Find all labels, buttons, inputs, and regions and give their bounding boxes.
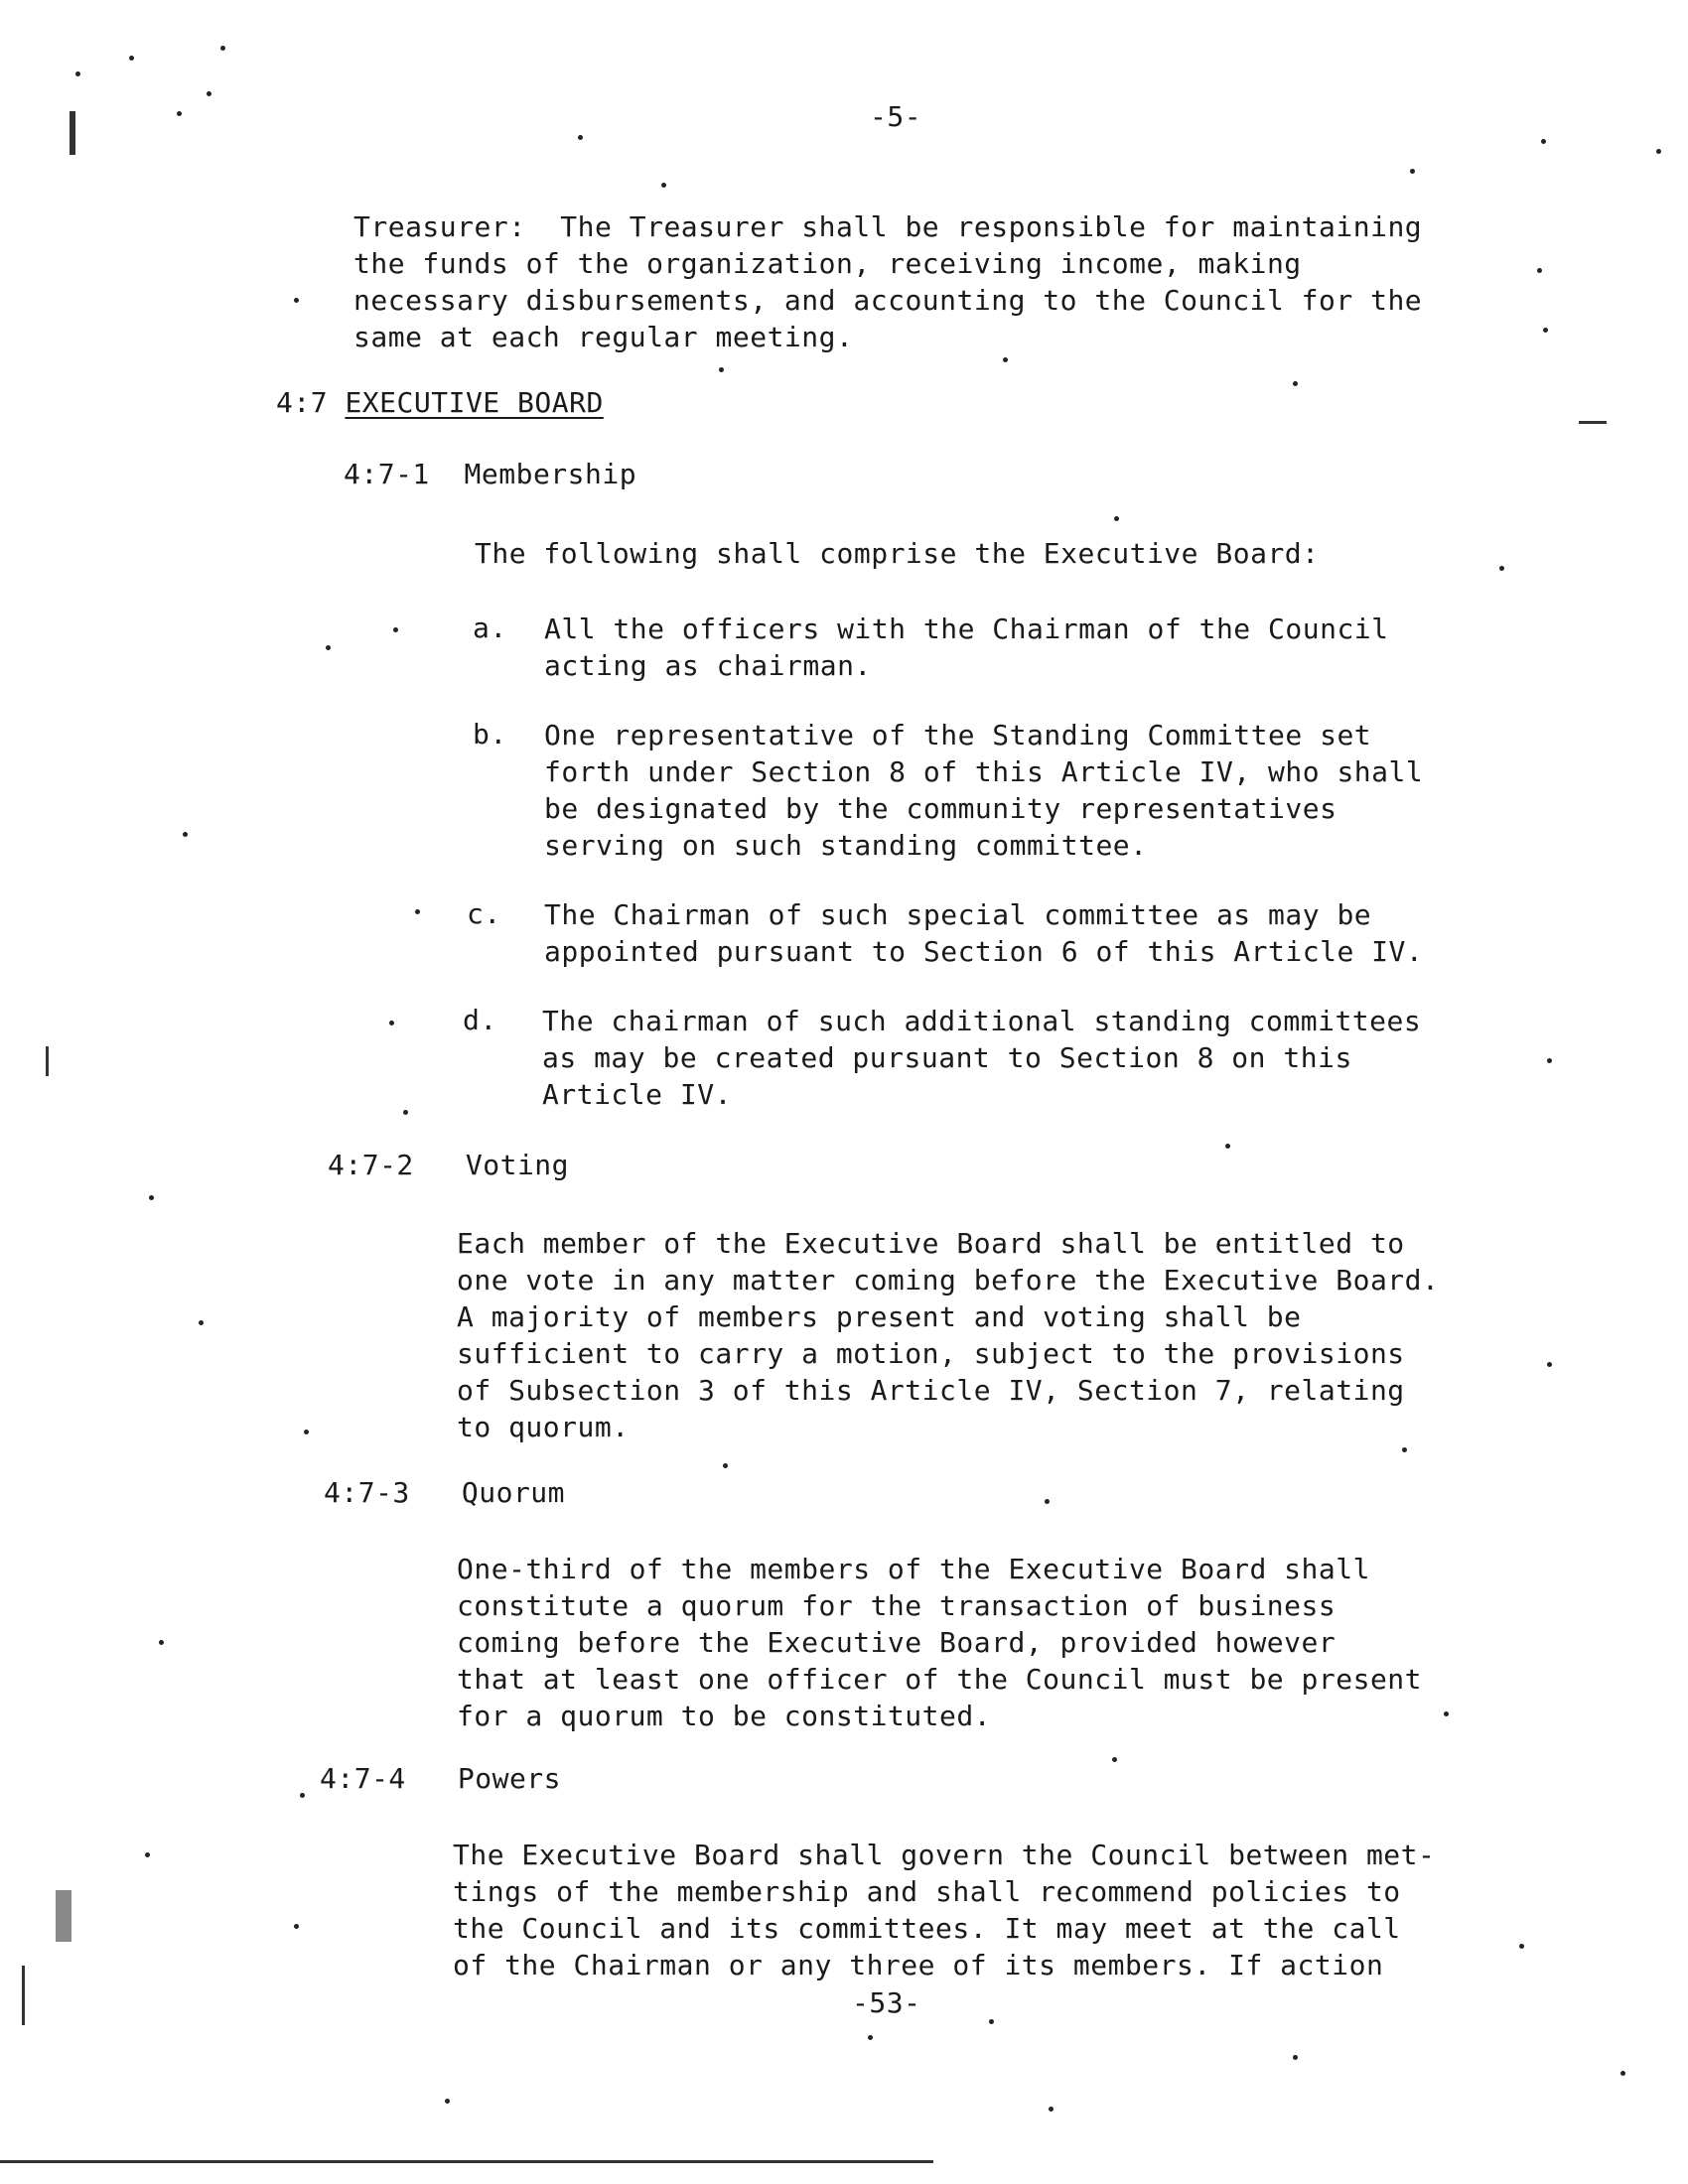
scan-speck xyxy=(1543,328,1548,333)
list-letter: d. xyxy=(463,1004,497,1036)
scan-speck xyxy=(719,367,724,372)
scan-speck xyxy=(1402,1447,1407,1452)
scan-speck xyxy=(1114,516,1119,521)
subsection-number: 4:7-2 xyxy=(328,1149,414,1181)
scan-speck xyxy=(389,1021,394,1025)
scan-speck xyxy=(145,1852,150,1857)
voting-line: of Subsection 3 of this Article IV, Section 7, relating xyxy=(457,1374,1405,1407)
scan-speck xyxy=(294,298,299,303)
scan-speck xyxy=(159,1640,164,1645)
scan-speck xyxy=(129,56,134,61)
treasurer-line: The Treasurer shall be responsible for maintaining xyxy=(560,210,1423,243)
list-letter: a. xyxy=(473,612,507,644)
scan-speck xyxy=(1293,381,1298,386)
scan-speck xyxy=(199,1320,204,1325)
section-heading xyxy=(276,385,604,421)
scan-speck xyxy=(149,1195,154,1200)
list-item-line: One representative of the Standing Committee set xyxy=(544,719,1372,751)
list-item-line: acting as chairman. xyxy=(544,649,872,682)
subsection-heading-membership xyxy=(344,457,636,492)
list-item-line: be designated by the community representatives xyxy=(544,792,1337,825)
quorum-line: constitute a quorum for the transaction of business xyxy=(457,1589,1336,1622)
list-item-line: The Chairman of such special committee as may be xyxy=(544,898,1372,931)
binder-mark xyxy=(70,111,75,155)
scan-speck xyxy=(1410,169,1415,174)
list-item-line: All the officers with the Chairman of the Council xyxy=(544,613,1389,645)
scan-speck xyxy=(723,1463,728,1468)
scan-speck xyxy=(445,2099,450,2104)
powers-line: of the Chairman or any three of its members. If action xyxy=(453,1949,1384,1981)
subsection-heading-voting xyxy=(328,1148,569,1183)
list-letter: b. xyxy=(473,718,507,751)
scan-speck xyxy=(415,909,420,914)
page-number-bottom: -53- xyxy=(852,1986,921,2019)
subsection-title: Membership xyxy=(464,458,637,490)
scan-speck xyxy=(661,183,666,188)
scan-speck xyxy=(1541,139,1546,144)
scan-speck xyxy=(1499,566,1504,571)
scan-speck xyxy=(1547,1058,1552,1063)
list-item-line: forth under Section 8 of this Article IV, who shall xyxy=(544,755,1424,788)
powers-line: The Executive Board shall govern the Council between met- xyxy=(453,1839,1436,1871)
scan-dash xyxy=(1579,421,1607,424)
list-item-b xyxy=(544,717,1423,864)
section-number: 4:7 xyxy=(276,386,329,419)
subsection-heading-quorum xyxy=(324,1475,565,1511)
scan-speck xyxy=(1045,1499,1050,1504)
treasurer-paragraph xyxy=(353,208,1422,355)
list-item-line: serving on such standing committee. xyxy=(544,829,1148,862)
treasurer-line: same at each regular meeting. xyxy=(353,321,854,353)
quorum-line: coming before the Executive Board, provided however xyxy=(457,1626,1336,1659)
treasurer-line: necessary disbursements, and accounting to the Council for the xyxy=(353,284,1423,317)
page-number-top: -5- xyxy=(870,100,922,133)
list-item-a xyxy=(544,611,1389,684)
scan-speck xyxy=(868,2035,873,2040)
quorum-paragraph xyxy=(457,1551,1422,1734)
scan-speck xyxy=(1547,1362,1552,1367)
powers-line: the Council and its committees. It may meet at the call xyxy=(453,1912,1401,1945)
scan-speck xyxy=(1620,2071,1625,2076)
voting-paragraph xyxy=(457,1225,1439,1445)
scan-speck xyxy=(75,71,80,76)
scan-speck xyxy=(207,91,211,96)
scan-speck xyxy=(300,1793,305,1798)
voting-line: one vote in any matter coming before the Executive Board. xyxy=(457,1264,1440,1297)
membership-intro: The following shall comprise the Executive Board: xyxy=(475,537,1320,570)
list-item-line: appointed pursuant to Section 6 of this Article IV. xyxy=(544,935,1424,968)
scan-speck xyxy=(177,111,182,116)
voting-line: A majority of members present and voting shall be xyxy=(457,1300,1302,1333)
scan-speck xyxy=(989,2019,994,2024)
scan-speck xyxy=(1049,2107,1054,2112)
scan-bracket xyxy=(46,1046,49,1076)
scan-speck xyxy=(326,645,331,650)
subsection-number: 4:7-4 xyxy=(320,1762,406,1795)
binder-mark xyxy=(22,1966,25,2025)
list-letter: c. xyxy=(467,897,501,930)
powers-line: tings of the membership and shall recommend policies to xyxy=(453,1875,1401,1908)
scan-speck xyxy=(403,1110,408,1115)
subsection-title: Quorum xyxy=(461,1476,566,1509)
page-bottom-rule xyxy=(0,2160,933,2163)
section-title: EXECUTIVE BOARD xyxy=(345,386,604,419)
voting-line: Each member of the Executive Board shall be entitled to xyxy=(457,1227,1405,1260)
scan-speck xyxy=(294,1924,299,1929)
voting-line: sufficient to carry a motion, subject to the provisions xyxy=(457,1337,1405,1370)
scan-speck xyxy=(1519,1944,1524,1949)
list-item-line: Article IV. xyxy=(542,1078,732,1111)
scan-speck xyxy=(578,135,583,140)
quorum-line: that at least one officer of the Council must be present xyxy=(457,1663,1423,1696)
list-item-d xyxy=(542,1003,1421,1113)
subsection-title: Voting xyxy=(465,1149,570,1181)
powers-paragraph xyxy=(453,1837,1435,1983)
subsection-title: Powers xyxy=(457,1762,562,1795)
subsection-number: 4:7-1 xyxy=(344,458,430,490)
treasurer-label: Treasurer: xyxy=(353,210,526,243)
subsection-number: 4:7-3 xyxy=(324,1476,410,1509)
scan-speck xyxy=(183,832,188,837)
scan-speck xyxy=(1225,1144,1230,1149)
scan-speck xyxy=(1293,2055,1298,2060)
scan-speck xyxy=(220,46,225,51)
list-item-line: as may be created pursuant to Section 8 on this xyxy=(542,1041,1352,1074)
subsection-heading-powers xyxy=(320,1761,561,1797)
scan-speck xyxy=(393,627,398,632)
voting-line: to quorum. xyxy=(457,1411,630,1443)
scan-speck xyxy=(304,1430,309,1434)
scan-speck xyxy=(1537,268,1542,273)
quorum-line: for a quorum to be constituted. xyxy=(457,1700,992,1732)
scan-speck xyxy=(1112,1757,1117,1762)
quorum-line: One-third of the members of the Executive Board shall xyxy=(457,1553,1370,1585)
list-item-c xyxy=(544,896,1423,970)
scan-speck xyxy=(1003,357,1008,362)
binder-mark xyxy=(56,1890,71,1942)
scan-speck xyxy=(1444,1711,1449,1716)
scan-speck xyxy=(1656,149,1661,154)
list-item-line: The chairman of such additional standing committees xyxy=(542,1005,1422,1037)
treasurer-line: the funds of the organization, receiving income, making xyxy=(353,247,1302,280)
